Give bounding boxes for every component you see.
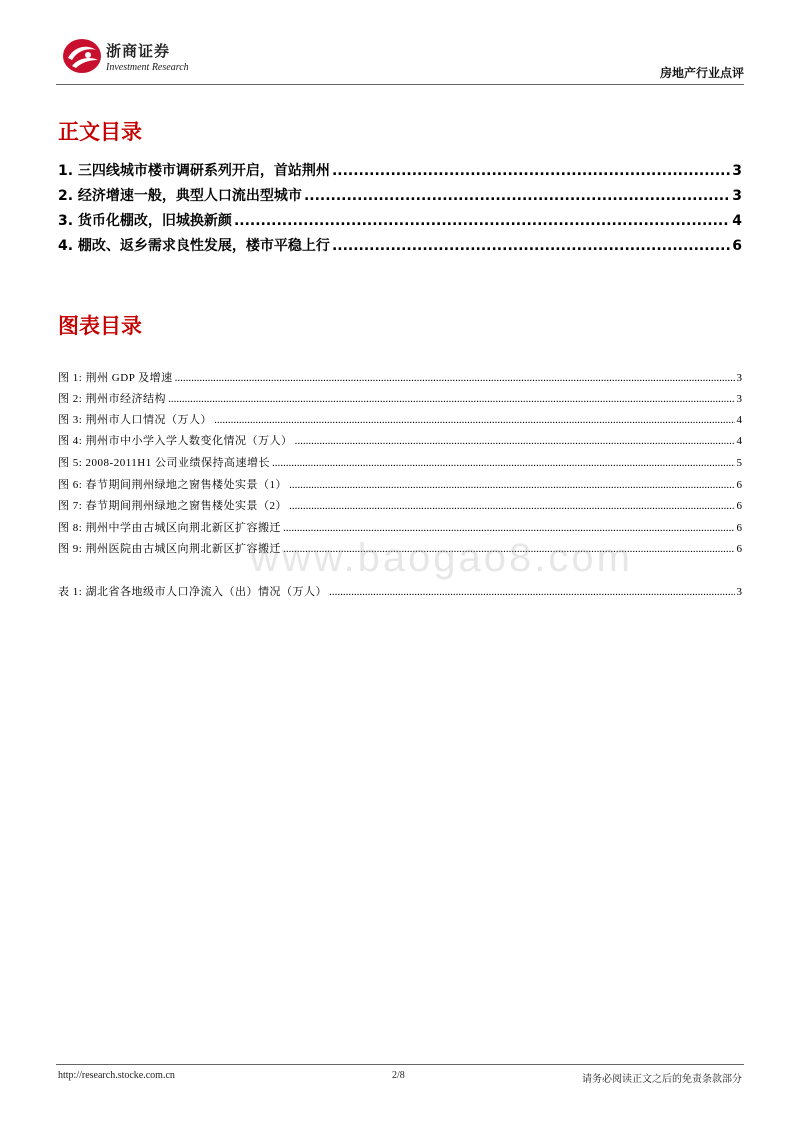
toc-item-label: 3. 货币化棚改，旧城换新颜	[58, 213, 232, 229]
figure-item-page: 4	[736, 435, 742, 447]
figure-item-page: 5	[736, 457, 742, 469]
dot-leader	[168, 393, 734, 405]
figure-item-page: 3	[736, 372, 742, 384]
figure-item-label: 图 8: 荆州中学由古城区向荆北新区扩容搬迁	[58, 522, 282, 534]
zheshang-logo-icon	[62, 36, 104, 76]
figure-item-label: 图 1: 荆州 GDP 及增速	[58, 372, 173, 384]
dot-leader	[329, 586, 734, 598]
toc-item-page: 6	[732, 238, 742, 254]
watermark: www.baogao8.com	[250, 536, 633, 580]
figure-item-page: 6	[736, 543, 742, 555]
figure-item-page: 3	[736, 393, 742, 405]
figure-item[interactable]	[58, 476, 742, 492]
figure-item-label: 图 2: 荆州市经济结构	[58, 393, 167, 405]
page-header	[56, 36, 744, 86]
toc-item-page: 3	[732, 163, 742, 179]
toc-item-page: 4	[732, 213, 742, 229]
toc-item-label: 2. 经济增速一般，典型人口流出型城市	[58, 188, 302, 204]
figure-item[interactable]	[58, 369, 742, 385]
toc-item-label: 1. 三四线城市楼市调研系列开启，首站荆州	[58, 163, 330, 179]
figure-item[interactable]	[58, 519, 742, 535]
figure-item-page: 6	[736, 500, 742, 512]
toc-item[interactable]	[58, 185, 742, 205]
dot-leader	[283, 522, 734, 534]
dot-leader	[214, 414, 734, 426]
table-item[interactable]	[58, 583, 742, 599]
figure-item-label: 图 4: 荆州市中小学入学人数变化情况（万人）	[58, 435, 293, 447]
footer-page-number: 2/8	[392, 1070, 405, 1081]
figure-item-label: 图 6: 春节期间荆州绿地之窗售楼处实景（1）	[58, 479, 288, 491]
figure-item-label: 图 7: 春节期间荆州绿地之窗售楼处实景（2）	[58, 500, 288, 512]
footer-disclaimer: 请务必阅读正文之后的免责条款部分	[582, 1074, 742, 1085]
table-item-label: 表 1: 湖北省各地级市人口净流入（出）情况（万人）	[58, 586, 328, 598]
figure-item-page: 6	[736, 522, 742, 534]
dot-leader	[234, 213, 730, 229]
figure-item[interactable]	[58, 432, 742, 448]
toc-item-label: 4. 棚改、返乡需求良性发展，楼市平稳上行	[58, 238, 330, 254]
brand-name-cn: 浙商证券	[106, 42, 171, 60]
dot-leader	[289, 500, 734, 512]
toc-item[interactable]	[58, 160, 742, 180]
dot-leader	[272, 457, 734, 469]
figure-item[interactable]	[58, 454, 742, 470]
footer-url[interactable]: http://research.stocke.com.cn	[58, 1070, 175, 1081]
figure-item[interactable]	[58, 390, 742, 406]
footer-divider	[56, 1064, 744, 1065]
dot-leader	[332, 163, 730, 179]
figure-item-label: 图 9: 荆州医院由古城区向荆北新区扩容搬迁	[58, 543, 282, 555]
dot-leader	[289, 479, 734, 491]
brand-name-en: Investment Research	[106, 62, 189, 73]
figure-item-label: 图 3: 荆州市人口情况（万人）	[58, 414, 213, 426]
toc-item-page: 3	[732, 188, 742, 204]
dot-leader	[295, 435, 735, 447]
report-type: 房地产行业点评	[659, 66, 744, 80]
contents-title: 正文目录	[58, 120, 142, 144]
figure-item-label: 图 5: 2008-2011H1 公司业绩保持高速增长	[58, 457, 271, 469]
figure-item-page: 6	[736, 479, 742, 491]
dot-leader	[332, 238, 730, 254]
figure-item[interactable]	[58, 411, 742, 427]
table-item-page: 3	[736, 586, 742, 598]
toc-item[interactable]	[58, 210, 742, 230]
toc-item[interactable]	[58, 235, 742, 255]
dot-leader	[175, 372, 735, 384]
figure-item[interactable]	[58, 497, 742, 513]
figure-item-page: 4	[736, 414, 742, 426]
header-divider	[56, 84, 744, 85]
figures-title: 图表目录	[58, 314, 142, 338]
dot-leader	[304, 188, 730, 204]
